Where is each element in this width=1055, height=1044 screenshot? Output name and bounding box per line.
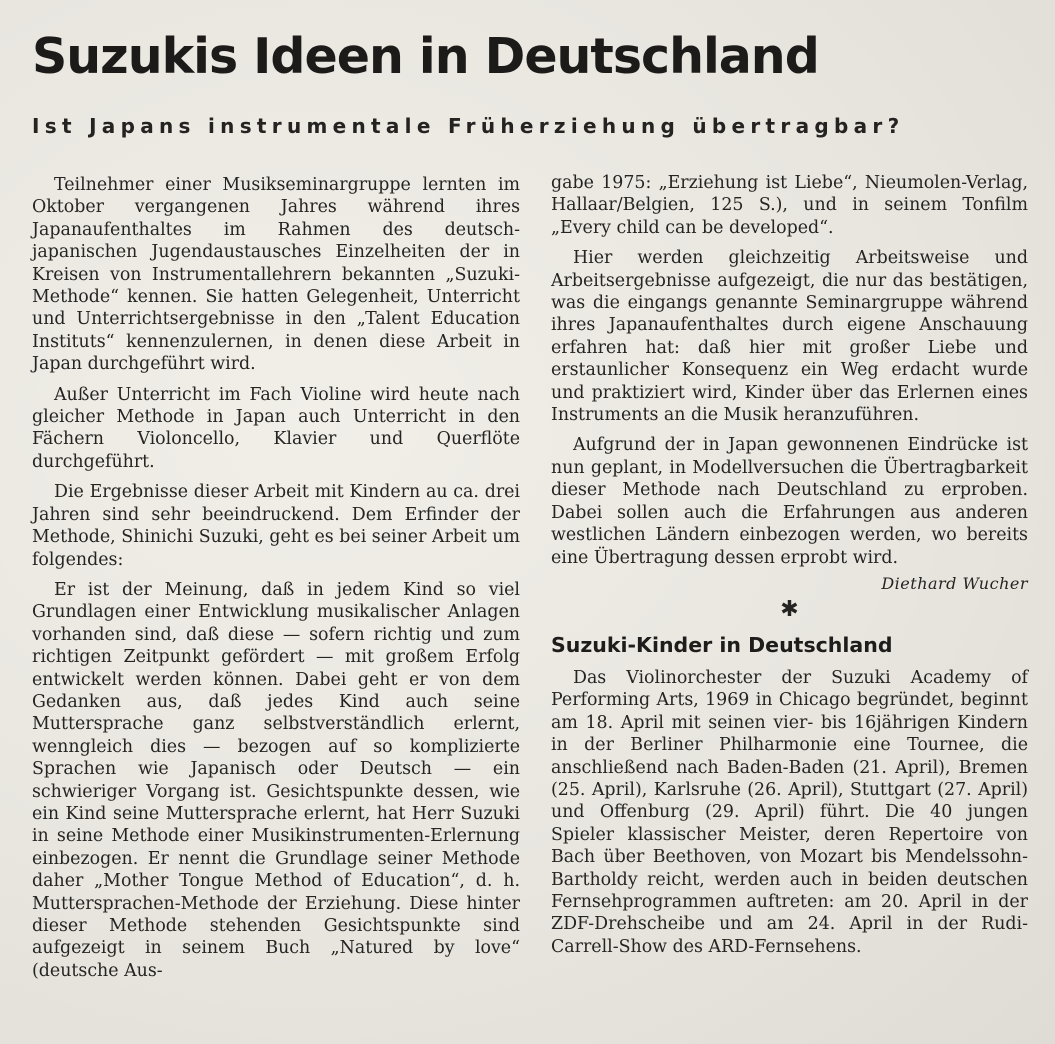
paragraph: Teilnehmer einer Musikseminargruppe lernten im Oktober vergangenen Jahres während ihres Japanaufenthaltes im Rahmen des deutsch-japanischen Jugendaustausches Einzelheiten der in Kreisen von Instrumentallehrern bekannten „Suzuki-Methode“ kennen. Sie hatten Gelegenheit, Unterricht und Unterrichtsergebnisse in den „Talent Education Instituts“ kennenzulernen, in denen diese Arbeit in Japan durchgeführt wird. <box>32 175 520 375</box>
article-subheadline: Ist Japans instrumentale Früherziehung übertragbar? <box>32 114 905 138</box>
paragraph: Er ist der Meinung, daß in jedem Kind so viel Grundlagen einer Entwicklung musikalischer Anlagen vorhanden sind, daß diese — sofern richtig und zum richtigen Zeitpunkt gefördert — mit großem Erfolg entwickelt werden können. Dabei geht er von dem Gedanken aus, daß jedes Kind auch seine Muttersprache ganz selbstverständlich erlernt, wenngleich dies — bezogen auf so komplizierte Sprachen wie Japanisch oder Deutsch — ein schwieriger Vorgang ist. Gesichtspunkte dessen, wie ein Kind seine Muttersprache erlernt, hat Herr Suzuki in seine Methode einer Musikinstrumenten-Erlernung einbezogen. Er nennt die Grundlage seiner Methode daher „Mother Tongue Method of Education“, d. h. Muttersprachen-Methode der Erziehung. Diese hinter dieser Methode stehenden Gesichtspunkte sind aufgezeigt in seinem Buch „Natured by love“ (deutsche Aus- <box>32 579 520 981</box>
paragraph: Die Ergebnisse dieser Arbeit mit Kindern au ca. drei Jahren sind sehr beeindruckend. Dem Erfinder der Methode, Shinichi Suzuki, geht es bei seiner Arbeit um folgendes: <box>32 482 520 570</box>
author-byline: Diethard Wucher <box>881 573 1028 593</box>
paragraph-continuation: gabe 1975: „Erziehung ist Liebe“, Nieumolen-Verlag, Hallaar/Belgien, 125 S.), und in seinem Tonfilm „Every child can be developed“. <box>551 173 1028 238</box>
paragraph: Das Violinorchester der Suzuki Academy of Performing Arts, 1969 in Chicago begründet, beginnt am 18. April mit seinen vier- bis 16jährigen Kindern in der Berliner Philharmonie eine Tournee, die anschließend nach Baden-Baden (21. April), Bremen (25. April), Karlsruhe (26. April), Stuttgart (27. April) und Offenburg (29. April) führt. Die 40 jungen Spieler klassischer Meister, deren Repertoire von Bach über Beethoven, von Mozart bis Mendelssohn-Bartholdy reicht, werden auch in beiden deutschen Fernsehprogrammen auftreten: am 20. April in der ZDF-Drehscheibe und am 24. April in der Rudi-Carrell-Show des ARD-Fernsehens. <box>551 667 1028 957</box>
left-column <box>32 174 520 990</box>
right-column <box>551 172 1028 966</box>
paragraph: Außer Unterricht im Fach Violine wird heute nach gleicher Methode in Japan auch Unterricht in den Fächern Violoncello, Klavier und Querflöte durchgeführt. <box>32 384 520 472</box>
article-headline: Suzukis Ideen in Deutschland <box>32 28 819 85</box>
paragraph: Aufgrund der in Japan gewonnenen Eindrücke ist nun geplant, in Modellversuchen die Übertragbarkeit dieser Methode nach Deutschland zu erproben. Dabei sollen auch die Erfahrungen aus anderen westlichen Ländern einbezogen werden, wo bereits eine Übertragung dessen erprobt wird. <box>551 435 1028 568</box>
paragraph: Hier werden gleichzeitig Arbeitsweise und Arbeitsergebnisse aufgezeigt, die nur das bestätigen, was die eingangs genannte Seminargruppe während ihres Japanaufenthaltes durch eigene Anschauung erfahren hat: daß hier mit großer Liebe und erstaunlicher Konsequenz ein Weg erdacht wurde und praktiziert wird, Kinder über das Erlernen eines Instruments an die Musik heranzuführen. <box>551 248 1028 426</box>
section-title: Suzuki-Kinder in Deutschland <box>551 632 893 657</box>
asterisk-separator-icon: ✱ <box>780 596 799 622</box>
